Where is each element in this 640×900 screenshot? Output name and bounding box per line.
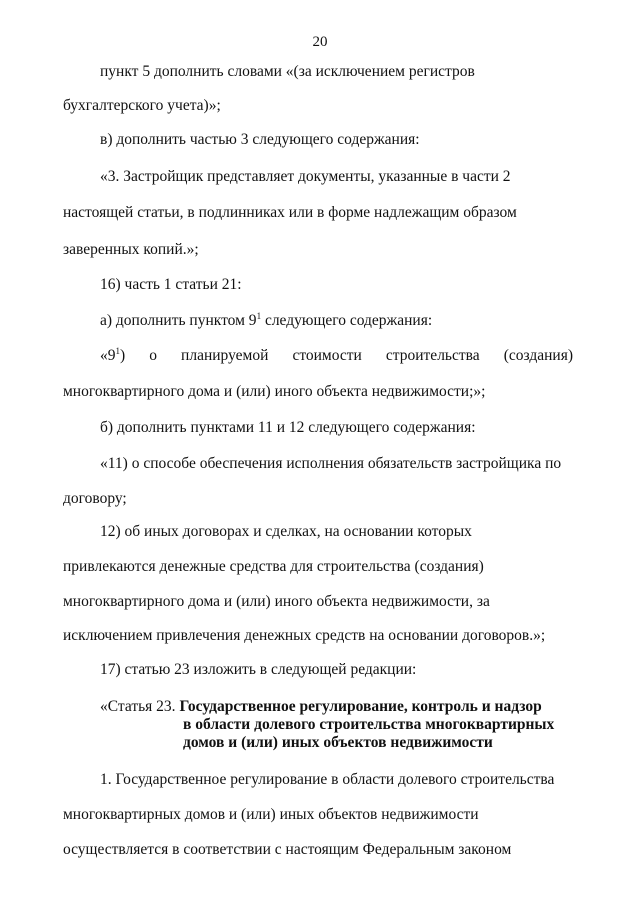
text-line: заверенных копий.»; [63,241,199,258]
text-line: 16) часть 1 статьи 21: [100,276,242,293]
item-a-after: следующего содержания: [261,312,433,329]
article-heading [100,697,542,717]
text-line: 1. Государственное регулирование в области долевого строительства [100,771,555,788]
text-line: бухгалтерского учета)»; [63,97,221,114]
text-line: привлекаются денежные средства для строительства (создания) [63,558,484,575]
text-line: пункт 5 дополнить словами «(за исключением регистров [100,63,475,80]
text-line: осуществляется в соответствии с настоящим Федеральным законом [63,841,512,858]
text-line: 12) об иных договорах и сделках, на основании которых [100,523,472,540]
text-line: б) дополнить пунктами 11 и 12 следующего содержания: [100,419,476,436]
item-9-1-open: «$9^1$ [100,346,120,364]
text-line: многоквартирных домов и (или) иных объектов недвижимости [63,806,479,823]
article-title-line-2: в области долевого строительства многоквартирных [183,716,555,733]
article-title-line-3: домов и (или) иных объектов недвижимости [183,734,493,751]
item-9-1-line [100,346,573,366]
text-line: многоквартирного дома и (или) иного объекта недвижимости;»; [63,383,486,400]
item-9-1-close: ) о планируемой стоимости строительства (создания) [120,347,573,364]
superscript: 1 [256,311,262,321]
item-a-line [100,311,573,331]
text-line: «11) о способе обеспечения исполнения обязательств застройщика по [100,455,562,472]
text-line: «3. Застройщик представляет документы, указанные в части 2 [100,168,511,185]
text-line: многоквартирного дома и (или) иного объекта недвижимости, за [63,593,490,610]
text-line: в) дополнить частью 3 следующего содержания: [100,131,420,148]
text-line: 17) статью 23 изложить в следующей редакции: [100,661,417,678]
article-title-line-1: Государственное регулирование, контроль и надзор [179,698,542,715]
article-prefix: «Статья 23. [100,698,176,715]
text-line: настоящей статьи, в подлинниках или в форме надлежащим образом [63,204,517,221]
page-number: 20 [312,34,328,50]
text-line: исключением привлечения денежных средств на основании договоров.»; [63,627,546,644]
superscript: 1 [115,346,120,356]
text-line: договору; [63,490,127,507]
item-a-before: а) дополнить пунктом 9 [100,312,257,329]
